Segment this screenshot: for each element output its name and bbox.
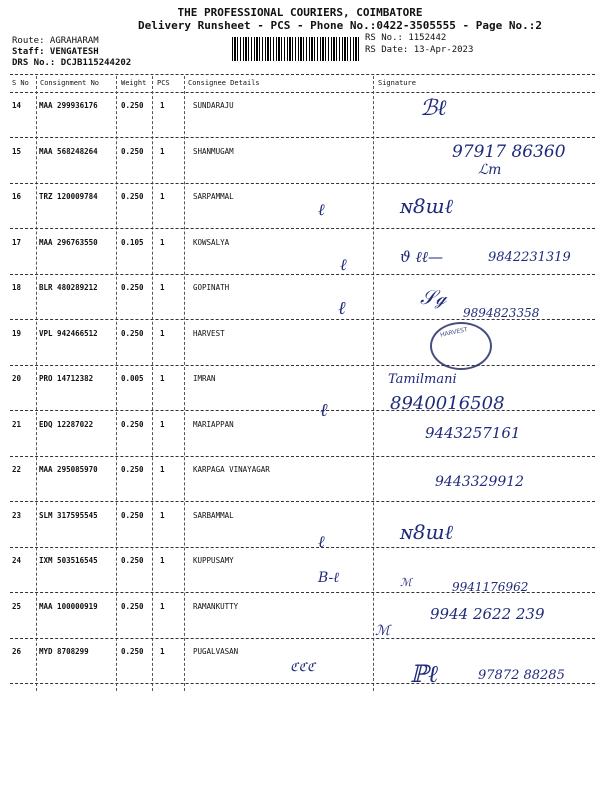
row-consignee: HARVEST xyxy=(193,328,225,338)
company-title: THE PROFESSIONAL COURIERS, COIMBATORE xyxy=(177,6,423,19)
row-pcs: 1 xyxy=(160,556,165,565)
col-weight: Weight xyxy=(121,79,147,87)
row-pcs: 1 xyxy=(160,601,165,611)
row-separator xyxy=(10,683,595,684)
row-consignee: SARPAMMAL xyxy=(193,192,234,201)
row-pcs: 1 xyxy=(160,192,165,201)
signature-mark: 𝒮ℊ xyxy=(420,285,447,309)
signature-mark: ℭℭℭ xyxy=(290,660,316,674)
table-header xyxy=(0,79,600,91)
row-consignment: MAA 299936176 xyxy=(39,101,98,110)
handwritten-phone: 97917 86360 xyxy=(452,142,566,162)
company-stamp: HARVEST xyxy=(430,322,492,370)
row-weight: 0.250 xyxy=(121,465,144,474)
row-consignee: KUPPUSAMY xyxy=(193,556,234,565)
row-separator xyxy=(10,137,595,138)
runsheet-subtitle: Delivery Runsheet - PCS - Phone No.:0422-3505555 - Page No.:2 xyxy=(138,19,542,32)
row-sno: 18 xyxy=(12,283,22,292)
row-pcs: 1 xyxy=(160,328,165,338)
row-consignment: TRZ 120009784 xyxy=(39,192,98,201)
col-sno: S No xyxy=(12,79,29,87)
signature-mark: ℬℓ xyxy=(420,96,447,121)
signature-mark: B-ℓ xyxy=(318,570,340,586)
row-consignment: BLR 480289212 xyxy=(39,283,98,292)
rs-info xyxy=(365,32,473,56)
row-consignee: SUNDARAJU xyxy=(193,101,234,110)
staff-label: Staff: VENGATESH xyxy=(12,47,99,57)
row-sno: 16 xyxy=(12,192,22,201)
row-weight: 0.005 xyxy=(121,374,144,383)
row-weight: 0.250 xyxy=(121,556,144,565)
signature-mark: ϑ ℓℓ— xyxy=(400,248,443,266)
handwritten-phone: 8940016508 xyxy=(390,393,505,414)
row-weight: 0.250 xyxy=(121,328,144,338)
row-separator xyxy=(10,228,595,229)
row-consignment: MYD 8708299 xyxy=(39,647,89,656)
row-separator xyxy=(10,365,595,366)
row-sno: 20 xyxy=(12,374,22,383)
row-sno: 17 xyxy=(12,237,22,247)
row-sno: 22 xyxy=(12,465,22,474)
signature-mark: ℳ xyxy=(375,623,390,639)
tick-mark: ℓ xyxy=(318,532,325,551)
row-weight: 0.250 xyxy=(121,283,144,292)
row-consignee: RAMANKUTTY xyxy=(193,601,239,611)
row-pcs: 1 xyxy=(160,146,165,156)
col-divider xyxy=(373,76,374,691)
row-weight: 0.250 xyxy=(121,146,144,156)
row-consignment: MAA 295085970 xyxy=(39,465,98,474)
row-consignee: MARIAPPAN xyxy=(193,419,234,429)
handwritten-phone: 9443329912 xyxy=(435,474,525,490)
tick-mark: ℓ xyxy=(340,255,347,274)
row-consignee: IMRAN xyxy=(193,374,216,383)
row-weight: 0.105 xyxy=(121,237,144,247)
row-consignee: GOPINATH xyxy=(193,283,230,292)
row-separator xyxy=(10,183,595,184)
row-consignment: PRO 14712382 xyxy=(39,374,94,383)
handwritten-phone: 9944 2622 239 xyxy=(430,605,545,623)
row-consignment: VPL 942466512 xyxy=(39,328,98,338)
row-sno: 21 xyxy=(12,419,22,429)
col-divider xyxy=(116,76,117,691)
row-consignment: MAA 568248264 xyxy=(39,146,98,156)
row-separator xyxy=(10,456,595,457)
row-pcs: 1 xyxy=(160,647,165,656)
row-consignment: MAA 296763550 xyxy=(39,237,98,247)
signature-mark: ℙℓ xyxy=(410,660,439,688)
row-weight: 0.250 xyxy=(121,647,144,656)
route-label: Route: AGRAHARAM xyxy=(12,36,99,46)
col-divider xyxy=(152,76,153,691)
row-consignment: IXM 503516545 xyxy=(39,556,98,565)
handwritten-phone: 9894823358 xyxy=(463,306,540,320)
header-bottom-rule xyxy=(10,92,595,93)
row-weight: 0.250 xyxy=(121,510,144,520)
col-divider xyxy=(184,76,185,691)
row-sno: 25 xyxy=(12,601,22,611)
col-pcs: PCS xyxy=(157,79,170,87)
signature-mark: ℒm xyxy=(478,162,502,178)
row-consignee: SHANMUGAM xyxy=(193,146,234,156)
handwritten-phone: 9842231319 xyxy=(488,250,571,265)
row-pcs: 1 xyxy=(160,510,165,520)
col-divider xyxy=(36,76,37,691)
row-consignment: EDQ 12287022 xyxy=(39,419,94,429)
row-sno: 14 xyxy=(12,101,22,110)
row-weight: 0.250 xyxy=(121,192,144,201)
row-pcs: 1 xyxy=(160,465,165,474)
row-pcs: 1 xyxy=(160,283,165,292)
drs-label: DRS No.: DCJB115244202 xyxy=(12,58,132,68)
row-pcs: 1 xyxy=(160,237,165,247)
row-sno: 15 xyxy=(12,146,22,156)
row-pcs: 1 xyxy=(160,374,165,383)
row-separator xyxy=(10,638,595,639)
rs-date: RS Date: 13-Apr-2023 xyxy=(365,45,474,55)
row-sno: 19 xyxy=(12,328,22,338)
route-info xyxy=(12,36,131,69)
handwritten-name: Tamilmani xyxy=(388,372,457,387)
row-separator xyxy=(10,274,595,275)
handwritten-phone: 97872 88285 xyxy=(478,668,565,683)
row-weight: 0.250 xyxy=(121,601,144,611)
row-separator xyxy=(10,547,595,548)
row-consignment: SLM 317595545 xyxy=(39,510,98,520)
signature-mark: ℳ xyxy=(400,576,412,589)
signature-mark: ɴ8ɯℓ xyxy=(400,194,453,218)
row-weight: 0.250 xyxy=(121,419,144,429)
handwritten-phone: 9443257161 xyxy=(425,424,521,442)
row-consignee: PUGALVASAN xyxy=(193,647,239,656)
row-consignee: KARPAGA VINAYAGAR xyxy=(193,465,270,474)
row-separator xyxy=(10,410,595,411)
row-sno: 24 xyxy=(12,556,22,565)
tick-mark: ℓ xyxy=(318,200,325,219)
tick-mark: ℓ xyxy=(320,400,328,421)
barcode xyxy=(232,37,360,61)
row-pcs: 1 xyxy=(160,419,165,429)
row-consignee: SARBAMMAL xyxy=(193,510,234,520)
row-pcs: 1 xyxy=(160,101,165,110)
row-sno: 23 xyxy=(12,510,22,520)
row-consignee: KOWSALYA xyxy=(193,237,230,247)
row-consignment: MAA 100000919 xyxy=(39,601,98,611)
row-weight: 0.250 xyxy=(121,101,144,110)
tick-mark: ℓ xyxy=(338,298,346,319)
row-sno: 26 xyxy=(12,647,22,656)
handwritten-phone: 9941176962 xyxy=(452,580,529,594)
header-top-rule xyxy=(10,74,595,75)
col-signature: Signature xyxy=(378,79,416,87)
rs-number: RS No.: 1152442 xyxy=(365,33,447,43)
signature-mark: ɴ8ɯℓ xyxy=(400,520,453,544)
col-consignee: Consignee Details xyxy=(188,79,260,87)
row-separator xyxy=(10,501,595,502)
col-consignment: Consignment No xyxy=(40,79,100,87)
